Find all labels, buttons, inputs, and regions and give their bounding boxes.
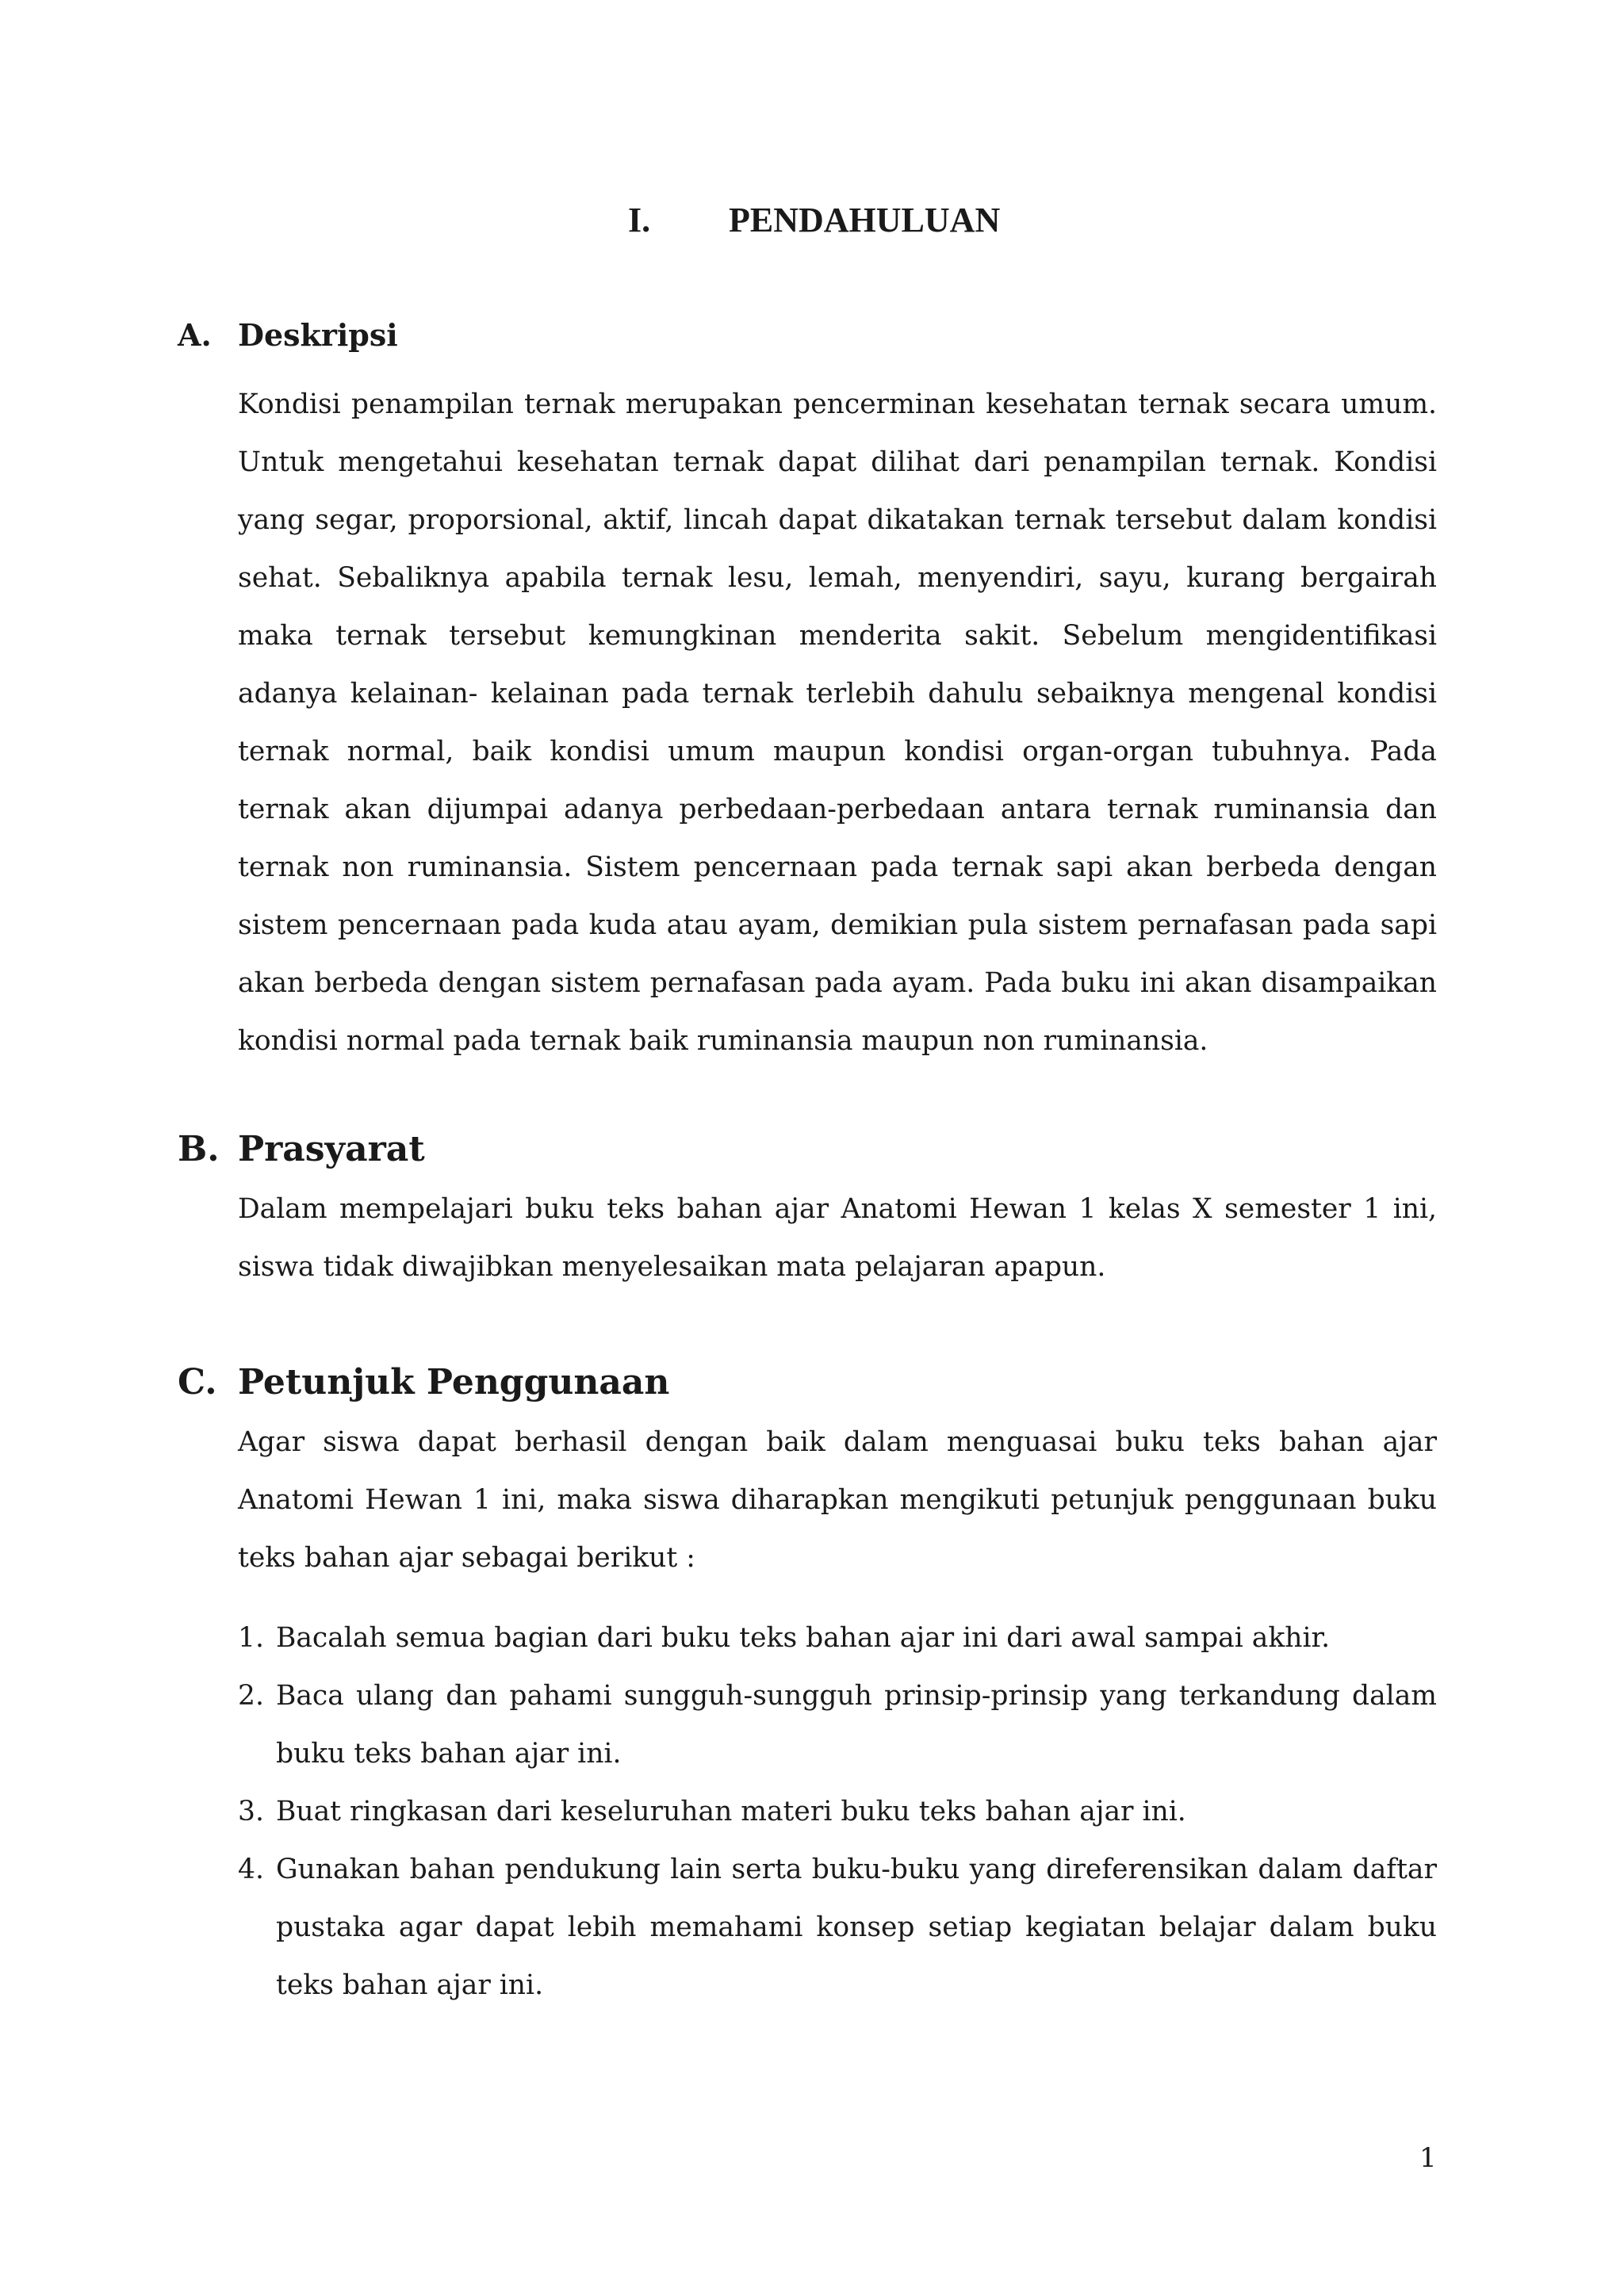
chapter-heading: PENDAHULUAN xyxy=(729,201,1001,239)
section-c-letter: C. xyxy=(178,1362,217,1402)
chapter-title xyxy=(0,200,1624,247)
section-a-letter: A. xyxy=(178,317,212,353)
list-item xyxy=(238,1609,1437,1667)
section-a-title: Deskripsi xyxy=(238,317,398,353)
list-item xyxy=(238,1783,1437,1841)
section-b-paragraph: Dalam mempelajari buku teks bahan ajar Anatomi Hewan 1 kelas X semester 1 ini, siswa tidak diwajibkan menyelesaikan mata pelajaran apapun. xyxy=(238,1193,1437,1283)
list-item-text: Baca ulang dan pahami sungguh-sungguh prinsip-prinsip yang terkandung dalam buku teks bahan ajar ini. xyxy=(276,1680,1437,1770)
usage-instructions-list xyxy=(238,1609,1437,2015)
list-item-number: 1. xyxy=(238,1622,264,1654)
section-b-letter: B. xyxy=(178,1129,220,1169)
section-b-title: Prasyarat xyxy=(238,1129,425,1169)
list-item xyxy=(238,1667,1437,1783)
section-c-paragraph: Agar siswa dapat berhasil dengan baik dalam menguasai buku teks bahan ajar Anatomi Hewan 1 ini, maka siswa diharapkan mengikuti petunjuk penggunaan buku teks bahan ajar sebagai berikut : xyxy=(238,1426,1437,1574)
section-a-paragraph: Kondisi penampilan ternak merupakan pencerminan kesehatan ternak secara umum. Untuk mengetahui kesehatan ternak dapat dilihat dari penampilan ternak. Kondisi yang segar, proporsional, aktif, lincah dapat dikatakan ternak tersebut dalam kondisi sehat. Sebaliknya apabila ternak lesu, lemah, menyendiri, sayu, kurang bergairah maka ternak tersebut kemungkinan menderita sakit. Sebelum mengidentifikasi adanya kelainan- kelainan pada ternak terlebih dahulu sebaiknya mengenal kondisi ternak normal, baik kondisi umum maupun kondisi organ-organ tubuhnya. Pada ternak akan dijumpai adanya perbedaan-perbedaan antara ternak ruminansia dan ternak non ruminansia. Sistem pencernaan pada ternak sapi akan berbeda dengan sistem pencernaan pada kuda atau ayam, demikian pula sistem pernafasan pada sapi akan berbeda dengan sistem pernafasan pada ayam. Pada buku ini akan disampaikan kondisi normal pada ternak baik ruminansia maupun non ruminansia. xyxy=(238,388,1437,1057)
list-item-text: Buat ringkasan dari keseluruhan materi buku teks bahan ajar ini. xyxy=(276,1796,1186,1827)
list-item-text: Gunakan bahan pendukung lain serta buku-buku yang direferensikan dalam daftar pustaka agar dapat lebih memahami konsep setiap kegiatan belajar dalam buku teks bahan ajar ini. xyxy=(276,1854,1437,2001)
list-item xyxy=(238,1841,1437,2015)
page-number: 1 xyxy=(1419,2142,1437,2174)
chapter-number: I. xyxy=(628,201,651,239)
list-item-number: 2. xyxy=(238,1680,264,1712)
list-item-number: 3. xyxy=(238,1796,264,1827)
list-item-number: 4. xyxy=(238,1854,264,1885)
list-item-text: Bacalah semua bagian dari buku teks bahan ajar ini dari awal sampai akhir. xyxy=(276,1622,1331,1654)
section-c-title: Petunjuk Penggunaan xyxy=(238,1362,670,1402)
